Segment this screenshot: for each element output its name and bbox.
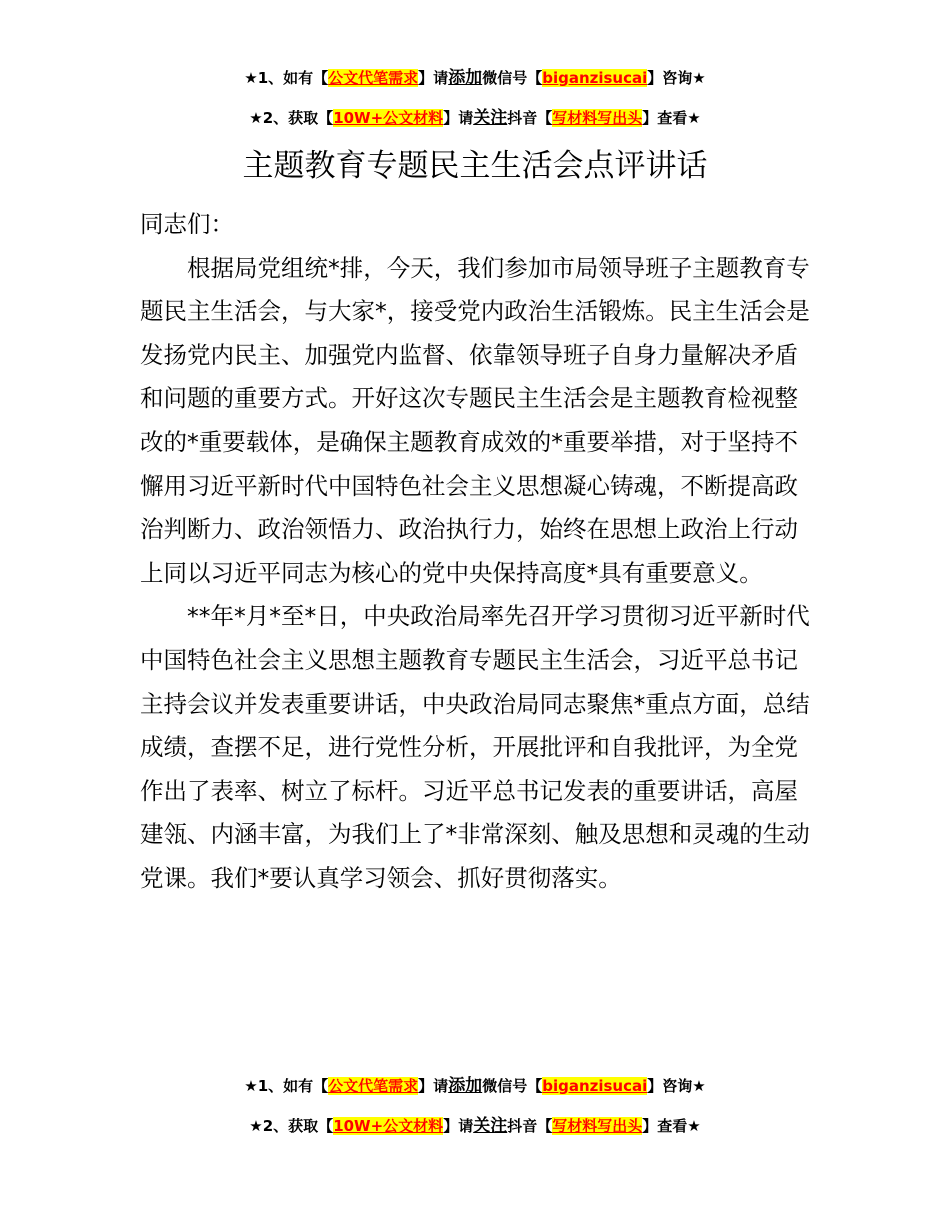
promo-line-2-top — [0, 107, 950, 129]
promo-text: 】请 — [418, 69, 449, 87]
promo-text: 】咨询★ — [647, 1077, 706, 1095]
promo-text: 抖音【 — [507, 109, 553, 127]
promo-text: 】查看★ — [642, 1117, 701, 1135]
paragraph-2: **年*月*至*日，中央政治局率先召开学习贯彻习近平新时代中国特色社会主义思想主题教育专题民主生活会，习近平总书记主持会议并发表重要讲话，中央政治局同志聚焦*重点方面，总结成绩，查摆不足，进行党性分析，开展批评和自我批评，为全党作出了表率、树立了标杆。习近平总书记发表的重要讲话，高屋建瓴、内涵丰富，为我们上了*非常深刻、触及思想和灵魂的生动党课。我们*要认真学习领会、抓好贯彻落实。 — [140, 602, 810, 892]
promo-text: ★2、获取【 — [249, 109, 334, 127]
promo-text: 】查看★ — [642, 109, 701, 127]
document-body — [140, 203, 815, 901]
promo-highlight-materials: 10W+公文材料 — [333, 1117, 444, 1135]
promo-text: ★1、如有【 — [244, 69, 329, 87]
promo-highlight-service: 公文代笔需求 — [328, 1077, 419, 1095]
promo-text: 】请 — [443, 1117, 474, 1135]
promo-text: 微信号【 — [482, 1077, 543, 1095]
promo-line-1-top — [0, 67, 950, 89]
promo-text: ★1、如有【 — [244, 1077, 329, 1095]
promo-underlined-word: 关注 — [473, 108, 508, 128]
promo-underlined-word: 添加 — [448, 68, 483, 88]
promo-underlined-word: 添加 — [448, 1076, 483, 1096]
promo-text: 微信号【 — [482, 69, 543, 87]
promo-highlight-service: 公文代笔需求 — [328, 69, 419, 87]
promo-highlight-wechat-id: biganzisucai — [542, 1077, 648, 1095]
promo-line-2-bottom — [0, 1115, 950, 1137]
promo-highlight-douyin-account: 写材料写出头 — [552, 109, 643, 127]
promo-text: ★2、获取【 — [249, 1117, 334, 1135]
salutation: 同志们： — [140, 210, 234, 238]
promo-highlight-materials: 10W+公文材料 — [333, 109, 444, 127]
promo-text: 】咨询★ — [647, 69, 706, 87]
paragraph-1: 根据局党组统*排，今天，我们参加市局领导班子主题教育专题民主生活会，与大家*，接受党内政治生活锻炼。民主生活会是发扬党内民主、加强党内监督、依靠领导班子自身力量解决矛盾和问题的重要方式。开好这次专题民主生活会是主题教育检视整改的*重要载体，是确保主题教育成效的*重要举措，对于坚持不懈用习近平新时代中国特色社会主义思想凝心铸魂，不断提高政治判断力、政治领悟力、政治执行力，始终在思想上政治上行动上同以习近平同志为核心的党中央保持高度*具有重要意义。 — [140, 253, 810, 587]
promo-underlined-word: 关注 — [473, 1116, 508, 1136]
promo-highlight-douyin-account: 写材料写出头 — [552, 1117, 643, 1135]
promo-text: 抖音【 — [507, 1117, 553, 1135]
promo-text: 】请 — [443, 109, 474, 127]
promo-highlight-wechat-id: biganzisucai — [542, 69, 648, 87]
document-title: 主题教育专题民主生活会点评讲话 — [242, 148, 708, 184]
promo-line-1-bottom — [0, 1075, 950, 1097]
promo-text: 】请 — [418, 1077, 449, 1095]
